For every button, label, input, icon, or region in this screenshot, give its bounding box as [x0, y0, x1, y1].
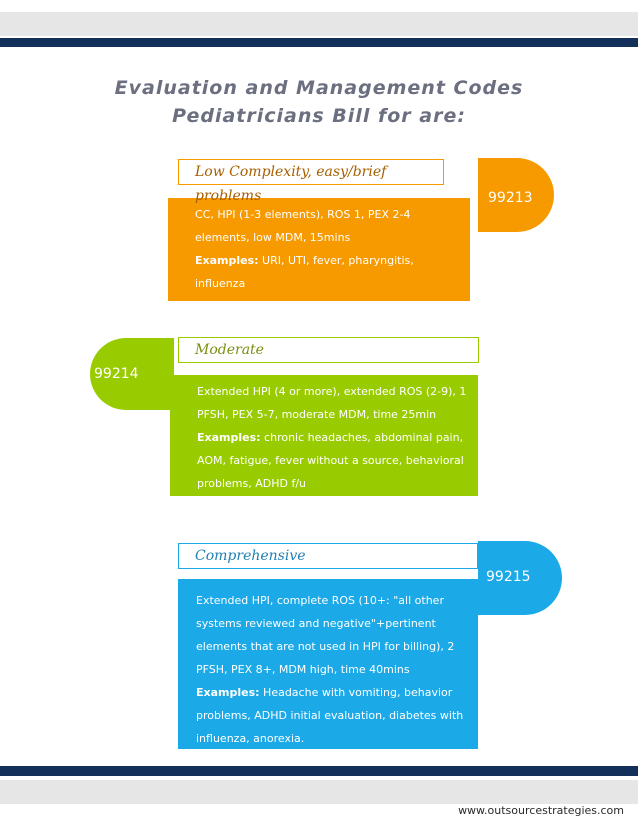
title-line-2: Pediatricians Bill for are: [172, 105, 466, 127]
comprehensive-examples: Headache with vomiting, behavior problems, ADHD initial evaluation, diabetes with influenza, anorexia. [196, 686, 464, 745]
header-navy-band [0, 38, 638, 47]
code-99213: 99213 [488, 190, 533, 206]
low-complexity-details: CC, HPI (1-3 elements), ROS 1, PEX 2-4 elements, low MDM, 15mins [195, 208, 411, 244]
code-tab-99214 [90, 338, 174, 410]
page-title [0, 74, 638, 130]
code-tab-99215 [478, 541, 562, 615]
title-line-1: Evaluation and Management Codes [114, 77, 524, 99]
header-grey-band [0, 12, 638, 36]
footer-navy-band [0, 766, 638, 776]
moderate-label-text: Moderate [195, 342, 264, 358]
section-comprehensive-content [178, 579, 478, 749]
code-99215: 99215 [486, 569, 531, 585]
code-tab-99213 [478, 158, 554, 232]
section-moderate-label [178, 337, 479, 363]
moderate-examples-label: Examples: [197, 431, 261, 444]
moderate-details: Extended HPI (4 or more), extended ROS (2-9), 1 PFSH, PEX 5-7, moderate MDM, time 25min [197, 385, 467, 421]
section-low-complexity-label [178, 159, 444, 204]
low-complexity-examples-label: Examples: [195, 254, 259, 267]
footer-grey-band [0, 780, 638, 804]
code-99214: 99214 [94, 366, 139, 382]
comprehensive-examples-label: Examples: [196, 686, 260, 699]
low-complexity-examples: URI, UTI, fever, pharyngitis, influenza [195, 254, 414, 290]
comprehensive-details: Extended HPI, complete ROS (10+: "all other systems reviewed and negative"+pertinent elements that are not used in HPI for billing), 2 PFSH, PEX 8+, MDM high, time 40mins [196, 594, 455, 676]
footer-url[interactable]: www.outsourcestrategies.com [458, 804, 624, 817]
section-moderate-content [170, 375, 478, 496]
section-comprehensive-label [178, 543, 478, 569]
comprehensive-label-text: Comprehensive [195, 548, 306, 564]
moderate-examples: chronic headaches, abdominal pain, AOM, fatigue, fever without a source, behavioral problems, ADHD f/u [197, 431, 464, 490]
section-low-complexity-content [168, 198, 470, 301]
low-complexity-label-text: Low Complexity, easy/brief problems [195, 164, 387, 204]
